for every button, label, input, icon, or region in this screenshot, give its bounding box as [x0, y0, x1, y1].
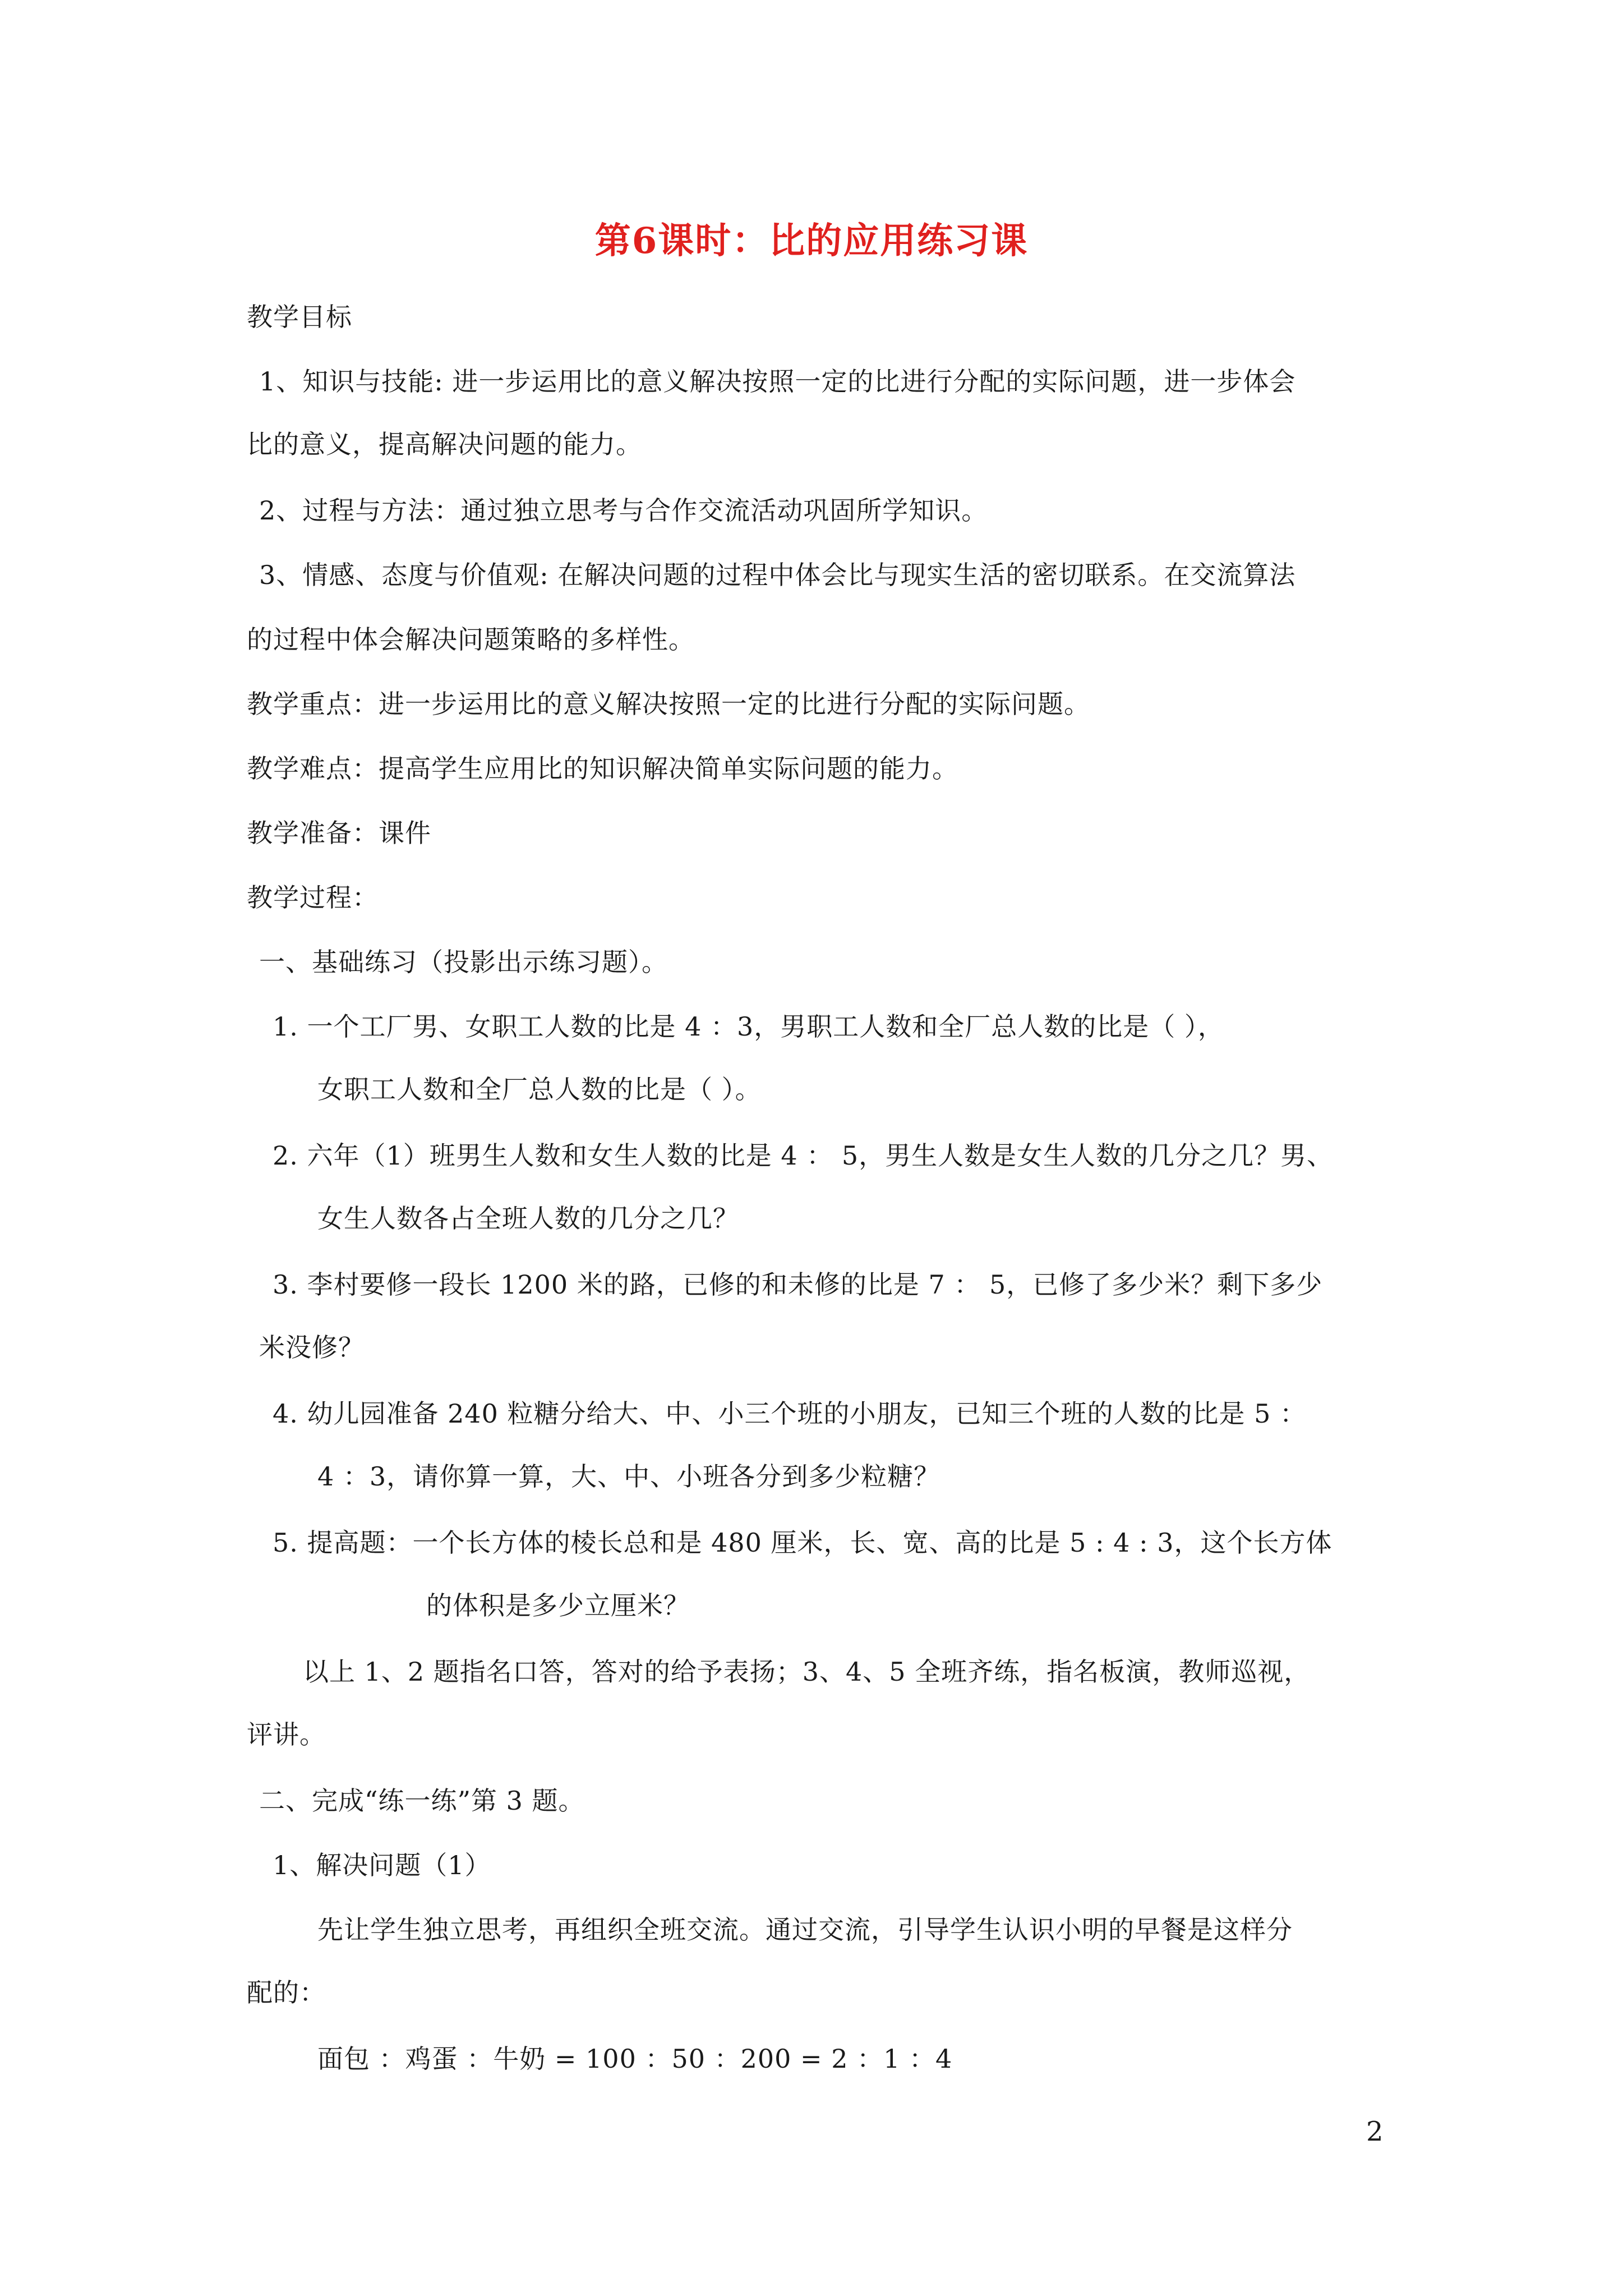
question-2-line-2: 女生人数各占全班人数的几分之几？	[317, 1203, 739, 1234]
objectives-heading: 教学目标	[247, 302, 352, 332]
page-title: 第6课时：比的应用练习课	[594, 220, 1029, 262]
section-1-heading: 一、基础练习（投影出示练习题）。	[259, 947, 668, 977]
difficulty: 教学难点：提高学生应用比的知识解决简单实际问题的能力。	[247, 753, 958, 784]
question-5-line-2: 的体积是多少立厘米？	[426, 1590, 690, 1621]
preparation: 教学准备：课件	[247, 818, 431, 848]
question-5-line-1: 5. 提高题：一个长方体的棱长总和是 480 厘米，长、宽、高的比是 5 : 4 : 3，这个长方体	[273, 1527, 1332, 1558]
question-1-line-1: 1. 一个工厂男、女职工人数的比是 4 ：3，男职工人数和全厂总人数的比是（ ），	[273, 1011, 1224, 1042]
question-3-line-1: 3. 李村要修一段长 1200 米的路，已修的和未修的比是 7 ： 5，已修了多少米？剩下多少	[273, 1269, 1323, 1300]
objective-1-line-2: 比的意义，提高解决问题的能力。	[247, 429, 642, 459]
section-2-heading: 二、完成“练一练”第 3 题。	[259, 1786, 585, 1816]
question-4-line-2: 4 ：3，请你算一算，大、中、小班各分到多少粒糖？	[317, 1461, 940, 1492]
section-2-paragraph-line-1: 先让学生独立思考，再组织全班交流。通过交流，引导学生认识小明的早餐是这样分	[317, 1915, 1293, 1945]
practice-note-line-1: 以上 1、2 题指名口答，答对的给予表扬；3、4、5 全班齐练，指名板演，教师巡视，	[303, 1657, 1311, 1687]
question-4-line-1: 4. 幼儿园准备 240 粒糖分给大、中、小三个班的小朋友，已知三个班的人数的比是 5 ：	[273, 1398, 1307, 1429]
question-1-line-2: 女职工人数和全厂总人数的比是（ ）。	[317, 1074, 762, 1105]
page-number: 2	[1366, 2116, 1384, 2147]
section-2-subheading: 1、解决问题（1）	[273, 1850, 491, 1880]
question-2-line-1: 2. 六年（1）班男生人数和女生人数的比是 4 ： 5，男生人数是女生人数的几分之几？男、	[273, 1140, 1334, 1171]
process-heading: 教学过程：	[247, 882, 379, 913]
ratio-formula: 面包 ：鸡蛋 ：牛奶 = 100 ：50 ：200 = 2 ：1 ：4	[317, 2044, 953, 2074]
objective-2: 2、过程与方法：通过独立思考与合作交流活动巩固所学知识。	[259, 495, 988, 526]
section-2-paragraph-line-2: 配的：	[247, 1977, 326, 2008]
question-3-line-2: 米没修？	[259, 1332, 365, 1363]
objective-3-line-2: 的过程中体会解决问题策略的多样性。	[247, 624, 695, 655]
practice-note-line-2: 评讲。	[247, 1719, 326, 1750]
objective-1-line-1: 1、知识与技能: 进一步运用比的意义解决按照一定的比进行分配的实际问题，进一步体会	[259, 366, 1296, 397]
key-point: 教学重点：进一步运用比的意义解决按照一定的比进行分配的实际问题。	[247, 689, 1090, 719]
objective-3-line-1: 3、情感、态度与价值观: 在解决问题的过程中体会比与现实生活的密切联系。在交流算法	[259, 560, 1296, 590]
